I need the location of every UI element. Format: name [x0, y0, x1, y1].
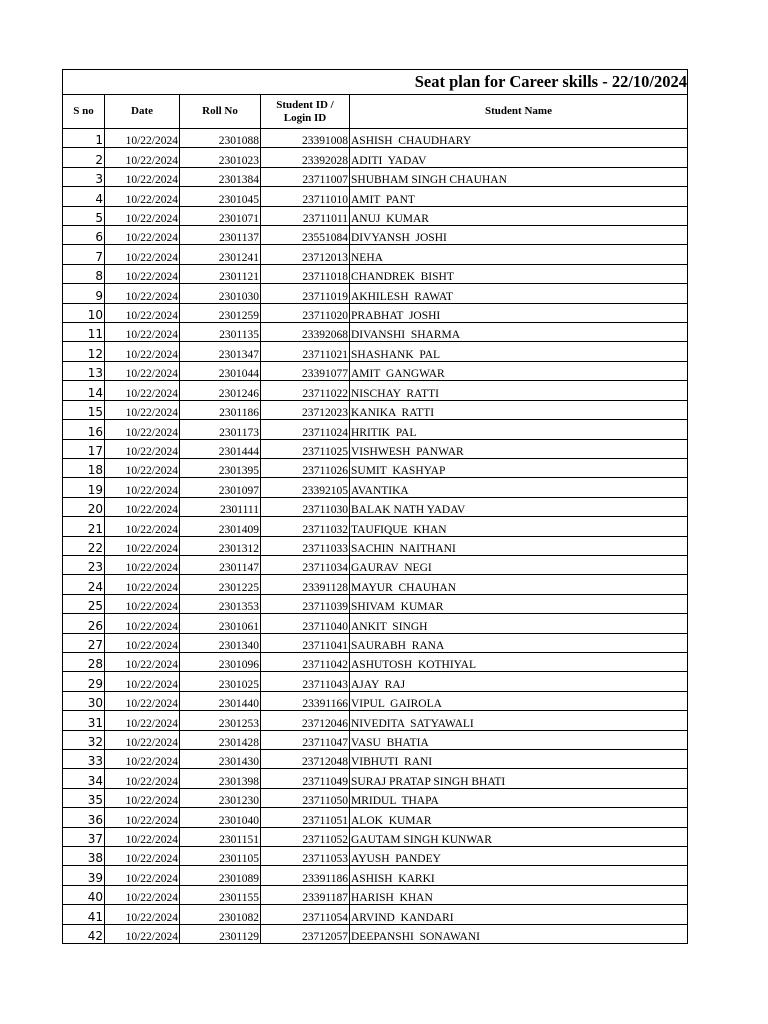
- student-id-cell: 23711040: [261, 614, 350, 633]
- roll-no-cell: 2301045: [180, 187, 261, 206]
- date-cell: 10/22/2024: [105, 167, 180, 186]
- roll-no-cell: 2301409: [180, 517, 261, 536]
- roll-no-cell: 2301395: [180, 458, 261, 477]
- roll-no-cell: 2301040: [180, 808, 261, 827]
- table-row: [63, 614, 688, 633]
- date-cell: 10/22/2024: [105, 769, 180, 788]
- student-name-cell: ANUJ KUMAR: [350, 206, 688, 225]
- sno-cell: 28: [63, 652, 105, 671]
- date-cell: 10/22/2024: [105, 245, 180, 264]
- student-id-cell: 23712048: [261, 750, 350, 769]
- table-row: [63, 342, 688, 361]
- date-cell: 10/22/2024: [105, 187, 180, 206]
- student-id-cell: 23711026: [261, 458, 350, 477]
- student-name-cell: ARVIND KANDARI: [350, 905, 688, 924]
- student-name-cell: AKHILESH RAWAT: [350, 284, 688, 303]
- roll-no-cell: 2301088: [180, 129, 261, 148]
- table-row: [63, 245, 688, 264]
- student-id-cell: 23711051: [261, 808, 350, 827]
- student-id-cell: 23391187: [261, 885, 350, 904]
- table-row: [63, 711, 688, 730]
- student-name-cell: VIBHUTI RANI: [350, 750, 688, 769]
- student-name-cell: NIVEDITA SATYAWALI: [350, 711, 688, 730]
- student-name-cell: SHUBHAM SINGH CHAUHAN: [350, 167, 688, 186]
- student-name-cell: HARISH KHAN: [350, 885, 688, 904]
- date-cell: 10/22/2024: [105, 303, 180, 322]
- sno-cell: 13: [63, 361, 105, 380]
- table-row: [63, 730, 688, 749]
- sno-cell: 38: [63, 847, 105, 866]
- student-name-cell: VIPUL GAIROLA: [350, 691, 688, 710]
- student-name-cell: SHIVAM KUMAR: [350, 594, 688, 613]
- date-cell: 10/22/2024: [105, 206, 180, 225]
- sno-cell: 39: [63, 866, 105, 885]
- table-row: [63, 555, 688, 574]
- student-id-cell: 23711034: [261, 555, 350, 574]
- student-id-cell: 23711049: [261, 769, 350, 788]
- sno-cell: 11: [63, 323, 105, 342]
- sno-cell: 25: [63, 594, 105, 613]
- date-cell: 10/22/2024: [105, 497, 180, 516]
- student-id-cell: 23711022: [261, 381, 350, 400]
- roll-no-cell: 2301430: [180, 750, 261, 769]
- roll-no-cell: 2301025: [180, 672, 261, 691]
- header-student-id: [261, 95, 350, 129]
- student-id-cell: 23711025: [261, 439, 350, 458]
- table-row: [63, 284, 688, 303]
- table-row: [63, 575, 688, 594]
- student-name-cell: AMIT GANGWAR: [350, 361, 688, 380]
- student-name-cell: PRABHAT JOSHI: [350, 303, 688, 322]
- student-id-cell: 23391128: [261, 575, 350, 594]
- sno-cell: 31: [63, 711, 105, 730]
- sno-cell: 10: [63, 303, 105, 322]
- date-cell: 10/22/2024: [105, 517, 180, 536]
- table-row: [63, 536, 688, 555]
- student-name-cell: SURAJ PRATAP SINGH BHATI: [350, 769, 688, 788]
- sno-cell: 41: [63, 905, 105, 924]
- student-name-cell: SACHIN NAITHANI: [350, 536, 688, 555]
- student-id-cell: 23712046: [261, 711, 350, 730]
- roll-no-cell: 2301097: [180, 478, 261, 497]
- student-name-cell: VASU BHATIA: [350, 730, 688, 749]
- student-name-cell: HRITIK PAL: [350, 420, 688, 439]
- date-cell: 10/22/2024: [105, 148, 180, 167]
- roll-no-cell: 2301082: [180, 905, 261, 924]
- student-name-cell: ASHISH CHAUDHARY: [350, 129, 688, 148]
- date-cell: 10/22/2024: [105, 924, 180, 943]
- student-id-cell: 23711011: [261, 206, 350, 225]
- student-id-cell: 23711041: [261, 633, 350, 652]
- student-id-cell: 23712023: [261, 400, 350, 419]
- student-id-cell: 23391166: [261, 691, 350, 710]
- student-name-cell: MAYUR CHAUHAN: [350, 575, 688, 594]
- header-date: Date: [105, 95, 180, 129]
- student-name-cell: VISHWESH PANWAR: [350, 439, 688, 458]
- title-row: [63, 70, 688, 95]
- roll-no-cell: 2301071: [180, 206, 261, 225]
- date-cell: 10/22/2024: [105, 555, 180, 574]
- roll-no-cell: 2301440: [180, 691, 261, 710]
- roll-no-cell: 2301111: [180, 497, 261, 516]
- student-id-cell: 23711032: [261, 517, 350, 536]
- student-id-cell: 23711021: [261, 342, 350, 361]
- date-cell: 10/22/2024: [105, 847, 180, 866]
- date-cell: 10/22/2024: [105, 885, 180, 904]
- date-cell: 10/22/2024: [105, 652, 180, 671]
- sno-cell: 3: [63, 167, 105, 186]
- sno-cell: 5: [63, 206, 105, 225]
- sno-cell: 15: [63, 400, 105, 419]
- table-row: [63, 827, 688, 846]
- table-row: [63, 750, 688, 769]
- sno-cell: 26: [63, 614, 105, 633]
- table-row: [63, 769, 688, 788]
- student-id-cell: 23712057: [261, 924, 350, 943]
- table-row: [63, 439, 688, 458]
- student-name-cell: CHANDREK BISHT: [350, 264, 688, 283]
- student-name-cell: AMIT PANT: [350, 187, 688, 206]
- student-name-cell: DEEPANSHI SONAWANI: [350, 924, 688, 943]
- table-row: [63, 167, 688, 186]
- sno-cell: 30: [63, 691, 105, 710]
- roll-no-cell: 2301105: [180, 847, 261, 866]
- student-id-cell: 23711039: [261, 594, 350, 613]
- table-row: [63, 905, 688, 924]
- table-row: [63, 303, 688, 322]
- sno-cell: 20: [63, 497, 105, 516]
- seat-plan-table: [62, 69, 688, 944]
- date-cell: 10/22/2024: [105, 750, 180, 769]
- sno-cell: 21: [63, 517, 105, 536]
- roll-no-cell: 2301428: [180, 730, 261, 749]
- date-cell: 10/22/2024: [105, 458, 180, 477]
- table-row: [63, 323, 688, 342]
- roll-no-cell: 2301023: [180, 148, 261, 167]
- date-cell: 10/22/2024: [105, 575, 180, 594]
- roll-no-cell: 2301121: [180, 264, 261, 283]
- date-cell: 10/22/2024: [105, 129, 180, 148]
- table-row: [63, 652, 688, 671]
- date-cell: 10/22/2024: [105, 400, 180, 419]
- student-name-cell: SAURABH RANA: [350, 633, 688, 652]
- student-id-cell: 23711024: [261, 420, 350, 439]
- date-cell: 10/22/2024: [105, 284, 180, 303]
- sno-cell: 17: [63, 439, 105, 458]
- student-name-cell: ALOK KUMAR: [350, 808, 688, 827]
- header-student-name: Student Name: [350, 95, 688, 129]
- table-row: [63, 400, 688, 419]
- date-cell: 10/22/2024: [105, 594, 180, 613]
- table-row: [63, 808, 688, 827]
- student-id-cell: 23712013: [261, 245, 350, 264]
- roll-no-cell: 2301151: [180, 827, 261, 846]
- student-id-cell: 23711043: [261, 672, 350, 691]
- roll-no-cell: 2301137: [180, 226, 261, 245]
- student-name-cell: ADITI YADAV: [350, 148, 688, 167]
- sno-cell: 40: [63, 885, 105, 904]
- date-cell: 10/22/2024: [105, 226, 180, 245]
- student-id-cell: 23391008: [261, 129, 350, 148]
- roll-no-cell: 2301030: [180, 284, 261, 303]
- sno-cell: 12: [63, 342, 105, 361]
- header-roll-no: Roll No: [180, 95, 261, 129]
- sno-cell: 35: [63, 788, 105, 807]
- sno-cell: 19: [63, 478, 105, 497]
- student-id-cell: 23711020: [261, 303, 350, 322]
- student-name-cell: MRIDUL THAPA: [350, 788, 688, 807]
- student-name-cell: AYUSH PANDEY: [350, 847, 688, 866]
- table-row: [63, 788, 688, 807]
- date-cell: 10/22/2024: [105, 827, 180, 846]
- student-id-cell: 23711042: [261, 652, 350, 671]
- sno-cell: 7: [63, 245, 105, 264]
- roll-no-cell: 2301061: [180, 614, 261, 633]
- date-cell: 10/22/2024: [105, 323, 180, 342]
- student-name-cell: TAUFIQUE KHAN: [350, 517, 688, 536]
- student-id-cell: 23711007: [261, 167, 350, 186]
- roll-no-cell: 2301241: [180, 245, 261, 264]
- student-name-cell: KANIKA RATTI: [350, 400, 688, 419]
- table-row: [63, 924, 688, 943]
- date-cell: 10/22/2024: [105, 633, 180, 652]
- student-name-cell: GAUTAM SINGH KUNWAR: [350, 827, 688, 846]
- date-cell: 10/22/2024: [105, 381, 180, 400]
- table-row: [63, 361, 688, 380]
- table-row: [63, 148, 688, 167]
- sno-cell: 33: [63, 750, 105, 769]
- sno-cell: 16: [63, 420, 105, 439]
- table-body: [63, 129, 688, 944]
- roll-no-cell: 2301230: [180, 788, 261, 807]
- student-id-cell: 23711054: [261, 905, 350, 924]
- sno-cell: 32: [63, 730, 105, 749]
- table-row: [63, 458, 688, 477]
- sno-cell: 34: [63, 769, 105, 788]
- date-cell: 10/22/2024: [105, 711, 180, 730]
- date-cell: 10/22/2024: [105, 866, 180, 885]
- student-name-cell: BALAK NATH YADAV: [350, 497, 688, 516]
- student-id-cell: 23391186: [261, 866, 350, 885]
- sno-cell: 9: [63, 284, 105, 303]
- date-cell: 10/22/2024: [105, 691, 180, 710]
- student-name-cell: ANKIT SINGH: [350, 614, 688, 633]
- sno-cell: 8: [63, 264, 105, 283]
- sno-cell: 22: [63, 536, 105, 555]
- roll-no-cell: 2301340: [180, 633, 261, 652]
- table-row: [63, 129, 688, 148]
- student-id-cell: 23711033: [261, 536, 350, 555]
- sno-cell: 37: [63, 827, 105, 846]
- student-id-cell: 23711010: [261, 187, 350, 206]
- student-id-cell: 23391077: [261, 361, 350, 380]
- roll-no-cell: 2301398: [180, 769, 261, 788]
- student-name-cell: NEHA: [350, 245, 688, 264]
- student-id-cell: 23711053: [261, 847, 350, 866]
- student-id-cell: 23392105: [261, 478, 350, 497]
- sno-cell: 27: [63, 633, 105, 652]
- table-row: [63, 672, 688, 691]
- roll-no-cell: 2301147: [180, 555, 261, 574]
- sno-cell: 29: [63, 672, 105, 691]
- table-row: [63, 691, 688, 710]
- table-row: [63, 866, 688, 885]
- roll-no-cell: 2301089: [180, 866, 261, 885]
- table-row: [63, 187, 688, 206]
- roll-no-cell: 2301186: [180, 400, 261, 419]
- roll-no-cell: 2301155: [180, 885, 261, 904]
- student-name-cell: NISCHAY RATTI: [350, 381, 688, 400]
- date-cell: 10/22/2024: [105, 614, 180, 633]
- student-name-cell: SUMIT KASHYAP: [350, 458, 688, 477]
- student-id-cell: 23551084: [261, 226, 350, 245]
- date-cell: 10/22/2024: [105, 536, 180, 555]
- table-row: [63, 206, 688, 225]
- student-name-cell: GAURAV NEGI: [350, 555, 688, 574]
- student-name-cell: SHASHANK PAL: [350, 342, 688, 361]
- table-row: [63, 478, 688, 497]
- sno-cell: 6: [63, 226, 105, 245]
- sno-cell: 18: [63, 458, 105, 477]
- student-id-cell: 23392068: [261, 323, 350, 342]
- roll-no-cell: 2301044: [180, 361, 261, 380]
- student-name-cell: ASHUTOSH KOTHIYAL: [350, 652, 688, 671]
- table-row: [63, 847, 688, 866]
- sno-cell: 42: [63, 924, 105, 943]
- sno-cell: 4: [63, 187, 105, 206]
- table-row: [63, 517, 688, 536]
- roll-no-cell: 2301253: [180, 711, 261, 730]
- roll-no-cell: 2301347: [180, 342, 261, 361]
- roll-no-cell: 2301246: [180, 381, 261, 400]
- roll-no-cell: 2301096: [180, 652, 261, 671]
- date-cell: 10/22/2024: [105, 342, 180, 361]
- roll-no-cell: 2301312: [180, 536, 261, 555]
- roll-no-cell: 2301173: [180, 420, 261, 439]
- student-name-cell: AVANTIKA: [350, 478, 688, 497]
- student-id-cell: 23711050: [261, 788, 350, 807]
- table-row: [63, 226, 688, 245]
- table-row: [63, 420, 688, 439]
- sno-cell: 23: [63, 555, 105, 574]
- header-row: [63, 95, 688, 129]
- roll-no-cell: 2301444: [180, 439, 261, 458]
- student-id-cell: 23711052: [261, 827, 350, 846]
- sno-cell: 36: [63, 808, 105, 827]
- student-name-cell: DIVYANSH JOSHI: [350, 226, 688, 245]
- date-cell: 10/22/2024: [105, 478, 180, 497]
- date-cell: 10/22/2024: [105, 264, 180, 283]
- roll-no-cell: 2301384: [180, 167, 261, 186]
- sno-cell: 2: [63, 148, 105, 167]
- table-row: [63, 594, 688, 613]
- date-cell: 10/22/2024: [105, 361, 180, 380]
- student-name-cell: ASHISH KARKI: [350, 866, 688, 885]
- sheet-title: Seat plan for Career skills - 22/10/2024: [63, 70, 688, 95]
- date-cell: 10/22/2024: [105, 730, 180, 749]
- table-row: [63, 885, 688, 904]
- table-row: [63, 381, 688, 400]
- date-cell: 10/22/2024: [105, 788, 180, 807]
- sno-cell: 1: [63, 129, 105, 148]
- date-cell: 10/22/2024: [105, 672, 180, 691]
- student-id-cell: 23392028: [261, 148, 350, 167]
- student-id-cell: 23711047: [261, 730, 350, 749]
- student-id-cell: 23711019: [261, 284, 350, 303]
- student-name-cell: AJAY RAJ: [350, 672, 688, 691]
- table-row: [63, 633, 688, 652]
- student-id-cell: 23711018: [261, 264, 350, 283]
- student-name-cell: DIVANSHI SHARMA: [350, 323, 688, 342]
- date-cell: 10/22/2024: [105, 439, 180, 458]
- student-id-cell: 23711030: [261, 497, 350, 516]
- table-row: [63, 497, 688, 516]
- roll-no-cell: 2301135: [180, 323, 261, 342]
- date-cell: 10/22/2024: [105, 808, 180, 827]
- table-row: [63, 264, 688, 283]
- roll-no-cell: 2301225: [180, 575, 261, 594]
- header-student-id-line2: Login ID: [283, 111, 327, 124]
- date-cell: 10/22/2024: [105, 420, 180, 439]
- date-cell: 10/22/2024: [105, 905, 180, 924]
- sno-cell: 14: [63, 381, 105, 400]
- header-student-id-line1: Student ID /: [276, 98, 334, 111]
- roll-no-cell: 2301353: [180, 594, 261, 613]
- sno-cell: 24: [63, 575, 105, 594]
- roll-no-cell: 2301259: [180, 303, 261, 322]
- roll-no-cell: 2301129: [180, 924, 261, 943]
- header-sno: S no: [63, 95, 105, 129]
